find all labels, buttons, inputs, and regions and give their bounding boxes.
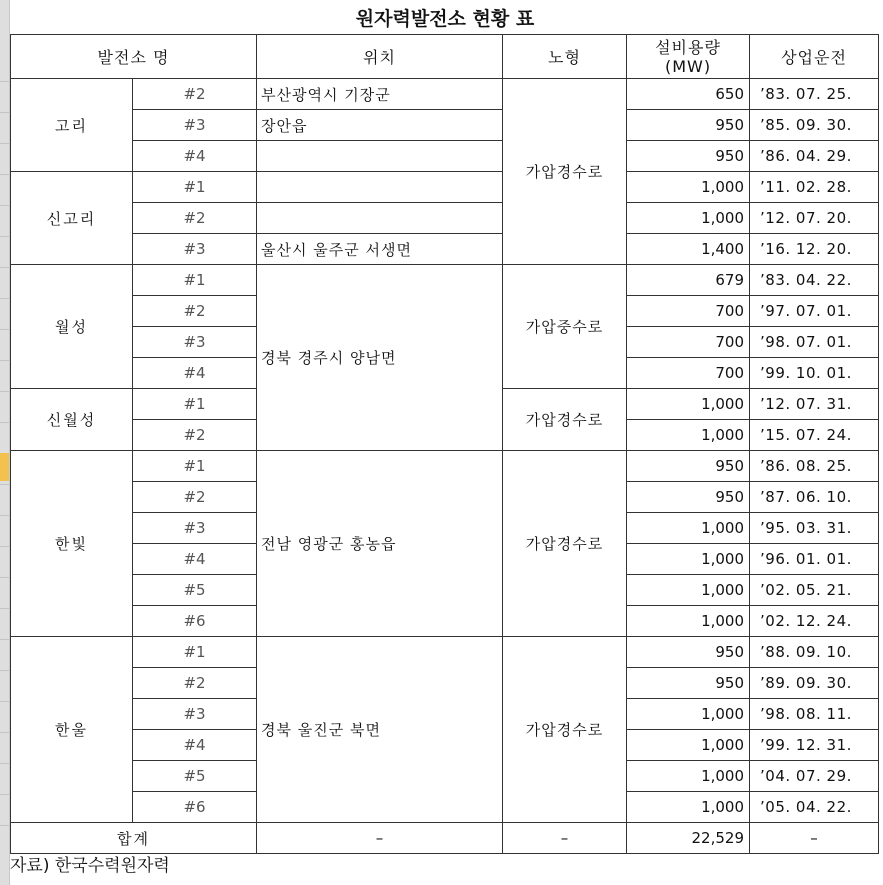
table-title: 원자력발전소 현황 표 [355, 8, 535, 30]
capacity-cell: 679 [627, 265, 750, 296]
operation-date-cell: ’15. 07. 24. [750, 420, 879, 451]
capacity-cell: 950 [627, 668, 750, 699]
unit-cell: #3 [133, 327, 257, 358]
unit-cell: #6 [133, 792, 257, 823]
location-cell-hanul: 경북 울진군 북면 [257, 637, 503, 823]
operation-date-cell: ’98. 08. 11. [750, 699, 879, 730]
operation-date-cell: ’86. 04. 29. [750, 141, 879, 172]
type-cell-shinwolsong: 가압경수로 [503, 389, 627, 451]
unit-cell: #2 [133, 668, 257, 699]
capacity-cell: 1,400 [627, 234, 750, 265]
header-capacity-line2: (MW) [664, 56, 712, 76]
selected-row-marker [0, 453, 9, 481]
location-cell: 장안읍 [257, 110, 503, 141]
capacity-cell: 950 [627, 637, 750, 668]
header-plant: 발전소 명 [11, 35, 257, 79]
unit-cell: #4 [133, 141, 257, 172]
operation-date-cell: ’97. 07. 01. [750, 296, 879, 327]
capacity-cell: 700 [627, 296, 750, 327]
source-note: 자료) 한국수력원자력 [10, 856, 170, 876]
capacity-cell: 950 [627, 141, 750, 172]
capacity-cell: 1,000 [627, 575, 750, 606]
operation-date-cell: ’85. 09. 30. [750, 110, 879, 141]
table-row [11, 451, 879, 482]
plant-name-shinwolsong: 신월성 [11, 389, 133, 451]
unit-cell: #2 [133, 482, 257, 513]
unit-cell: #1 [133, 172, 257, 203]
total-type: – [503, 823, 627, 854]
table-row [11, 79, 879, 110]
location-cell [257, 141, 503, 172]
location-cell: 부산광역시 기장군 [257, 79, 503, 110]
unit-cell: #5 [133, 761, 257, 792]
unit-cell: #2 [133, 296, 257, 327]
operation-date-cell: ’05. 04. 22. [750, 792, 879, 823]
capacity-cell: 650 [627, 79, 750, 110]
table-row [11, 637, 879, 668]
unit-cell: #3 [133, 699, 257, 730]
table-row [11, 141, 879, 172]
table-row [11, 234, 879, 265]
operation-date-cell: ’83. 04. 22. [750, 265, 879, 296]
capacity-cell: 1,000 [627, 203, 750, 234]
total-operation: – [750, 823, 879, 854]
operation-date-cell: ’88. 09. 10. [750, 637, 879, 668]
location-cell: 울산시 울주군 서생면 [257, 234, 503, 265]
type-cell-kori: 가압경수로 [503, 79, 627, 265]
capacity-cell: 950 [627, 110, 750, 141]
plant-name-wolsong: 월성 [11, 265, 133, 389]
capacity-cell: 700 [627, 358, 750, 389]
unit-cell: #4 [133, 358, 257, 389]
nuclear-plant-table [10, 34, 879, 854]
unit-cell: #1 [133, 265, 257, 296]
unit-cell: #5 [133, 575, 257, 606]
table-row [11, 110, 879, 141]
unit-cell: #3 [133, 234, 257, 265]
sheet-row-gutter [0, 0, 10, 885]
capacity-cell: 1,000 [627, 699, 750, 730]
header-reactor-type: 노형 [503, 35, 627, 79]
type-cell-hanbit: 가압경수로 [503, 451, 627, 637]
type-cell-wolsong: 가압중수로 [503, 265, 627, 389]
capacity-cell: 1,000 [627, 544, 750, 575]
unit-cell: #3 [133, 513, 257, 544]
capacity-cell: 950 [627, 451, 750, 482]
capacity-cell: 1,000 [627, 420, 750, 451]
header-capacity-line1: 설비용량 [655, 37, 721, 57]
operation-date-cell: ’99. 12. 31. [750, 730, 879, 761]
capacity-cell: 1,000 [627, 761, 750, 792]
header-row [11, 35, 879, 79]
plant-name-shinkori: 신고리 [11, 172, 133, 265]
capacity-cell: 1,000 [627, 606, 750, 637]
operation-date-cell: ’86. 08. 25. [750, 451, 879, 482]
header-capacity [627, 35, 750, 79]
unit-cell: #6 [133, 606, 257, 637]
header-location: 위치 [257, 35, 503, 79]
total-row [11, 823, 879, 854]
operation-date-cell: ’04. 07. 29. [750, 761, 879, 792]
unit-cell: #2 [133, 203, 257, 234]
table-row [11, 203, 879, 234]
total-capacity: 22,529 [627, 823, 750, 854]
capacity-cell: 1,000 [627, 730, 750, 761]
operation-date-cell: ’12. 07. 31. [750, 389, 879, 420]
unit-cell: #3 [133, 110, 257, 141]
plant-name-kori: 고리 [11, 79, 133, 172]
capacity-cell: 1,000 [627, 172, 750, 203]
type-cell-hanul: 가압경수로 [503, 637, 627, 823]
operation-date-cell: ’12. 07. 20. [750, 203, 879, 234]
operation-date-cell: ’95. 03. 31. [750, 513, 879, 544]
capacity-cell: 700 [627, 327, 750, 358]
operation-date-cell: ’11. 02. 28. [750, 172, 879, 203]
operation-date-cell: ’83. 07. 25. [750, 79, 879, 110]
operation-date-cell: ’98. 07. 01. [750, 327, 879, 358]
operation-date-cell: ’02. 12. 24. [750, 606, 879, 637]
operation-date-cell: ’16. 12. 20. [750, 234, 879, 265]
operation-date-cell: ’99. 10. 01. [750, 358, 879, 389]
operation-date-cell: ’96. 01. 01. [750, 544, 879, 575]
unit-cell: #1 [133, 389, 257, 420]
unit-cell: #1 [133, 451, 257, 482]
capacity-cell: 1,000 [627, 792, 750, 823]
location-cell-wolsong: 경북 경주시 양남면 [257, 265, 503, 451]
unit-cell: #2 [133, 79, 257, 110]
operation-date-cell: ’89. 09. 30. [750, 668, 879, 699]
plant-name-hanul: 한울 [11, 637, 133, 823]
unit-cell: #4 [133, 730, 257, 761]
capacity-cell: 1,000 [627, 513, 750, 544]
unit-cell: #2 [133, 420, 257, 451]
operation-date-cell: ’87. 06. 10. [750, 482, 879, 513]
location-cell [257, 203, 503, 234]
location-cell-hanbit: 전남 영광군 홍농읍 [257, 451, 503, 637]
total-location: – [257, 823, 503, 854]
plant-name-hanbit: 한빛 [11, 451, 133, 637]
unit-cell: #1 [133, 637, 257, 668]
header-operation: 상업운전 [750, 35, 879, 79]
table-row [11, 265, 879, 296]
operation-date-cell: ’02. 05. 21. [750, 575, 879, 606]
table-row [11, 172, 879, 203]
total-label: 합계 [11, 823, 257, 854]
capacity-cell: 950 [627, 482, 750, 513]
capacity-cell: 1,000 [627, 389, 750, 420]
location-cell [257, 172, 503, 203]
unit-cell: #4 [133, 544, 257, 575]
